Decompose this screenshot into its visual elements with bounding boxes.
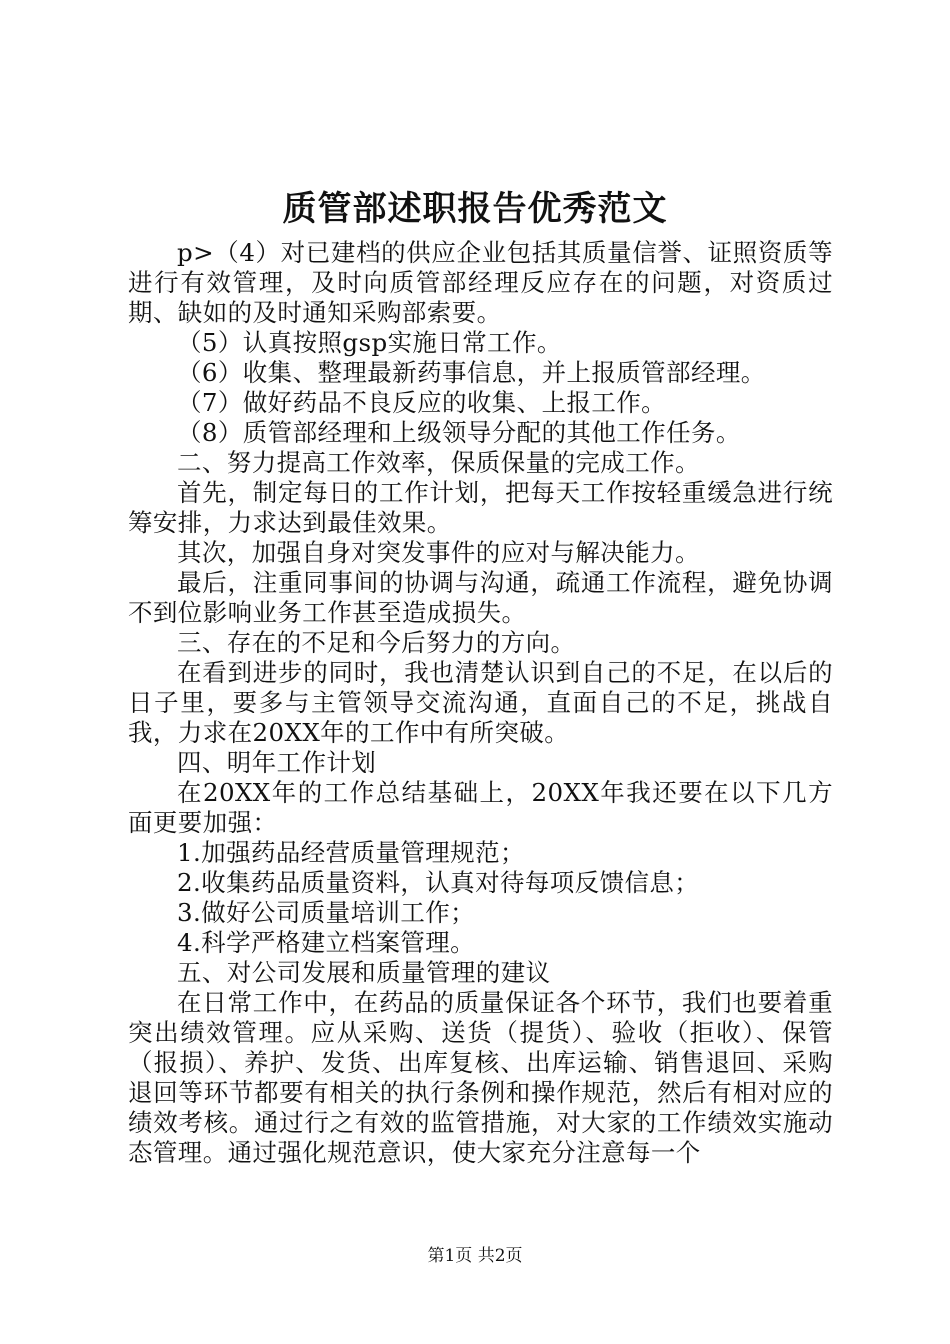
paragraph: 在20XX年的工作总结基础上，20XX年我还要在以下几方面更要加强： bbox=[128, 778, 833, 837]
list-item: 2.收集药品质量资料，认真对待每项反馈信息； bbox=[177, 868, 700, 897]
list-item: 1.加强药品经营质量管理规范； bbox=[177, 838, 525, 867]
paragraph: （5）认真按照gsp实施日常工作。 bbox=[177, 328, 562, 357]
section-heading: 三、存在的不足和今后努力的方向。 bbox=[177, 628, 576, 657]
section-heading: 四、明年工作计划 bbox=[177, 748, 377, 777]
paragraph: 首先，制定每日的工作计划，把每天工作按轻重缓急进行统筹安排，力求达到最佳效果。 bbox=[128, 478, 833, 537]
paragraph: 在看到进步的同时，我也清楚认识到自己的不足，在以后的日子里，要多与主管领导交流沟通，直面自己的不足，挑战自我，力求在20XX年的工作中有所突破。 bbox=[128, 658, 833, 747]
paragraph: （7）做好药品不良反应的收集、上报工作。 bbox=[177, 388, 667, 417]
paragraph: 在日常工作中，在药品的质量保证各个环节，我们也要着重突出绩效管理。应从采购、送货（提货）、验收（拒收）、保管（报损）、养护、发货、出库复核、出库运输、销售退回、采购退回等环节都要有相关的执行条例和操作规范，然后有相对应的绩效考核。通过行之有效的监管措施，对大家的工作绩效实施动态管理。通过强化规范意识，使大家充分注意每一个 bbox=[128, 988, 833, 1167]
document-body bbox=[128, 238, 833, 1168]
paragraph: （8）质管部经理和上级领导分配的其他工作任务。 bbox=[177, 418, 741, 447]
page-indicator: 第1页 共2页 bbox=[427, 1246, 523, 1266]
list-item: 3.做好公司质量培训工作； bbox=[177, 898, 476, 927]
document-title: 质管部述职报告优秀范文 bbox=[282, 189, 668, 229]
list-item: 4.科学严格建立档案管理。 bbox=[177, 928, 476, 957]
paragraph: 最后，注重同事间的协调与沟通，疏通工作流程，避免协调不到位影响业务工作甚至造成损失。 bbox=[128, 568, 833, 627]
section-heading: 二、努力提高工作效率，保质保量的完成工作。 bbox=[177, 448, 700, 477]
page-footer bbox=[0, 1245, 950, 1267]
paragraph: （6）收集、整理最新药事信息，并上报质管部经理。 bbox=[177, 358, 766, 387]
paragraph: p>（4）对已建档的供应企业包括其质量信誉、证照资质等进行有效管理，及时向质管部经理反应存在的问题，对资质过期、缺如的及时通知采购部索要。 bbox=[128, 238, 833, 327]
paragraph: 其次，加强自身对突发事件的应对与解决能力。 bbox=[177, 538, 700, 567]
section-heading: 五、对公司发展和质量管理的建议 bbox=[177, 958, 551, 987]
